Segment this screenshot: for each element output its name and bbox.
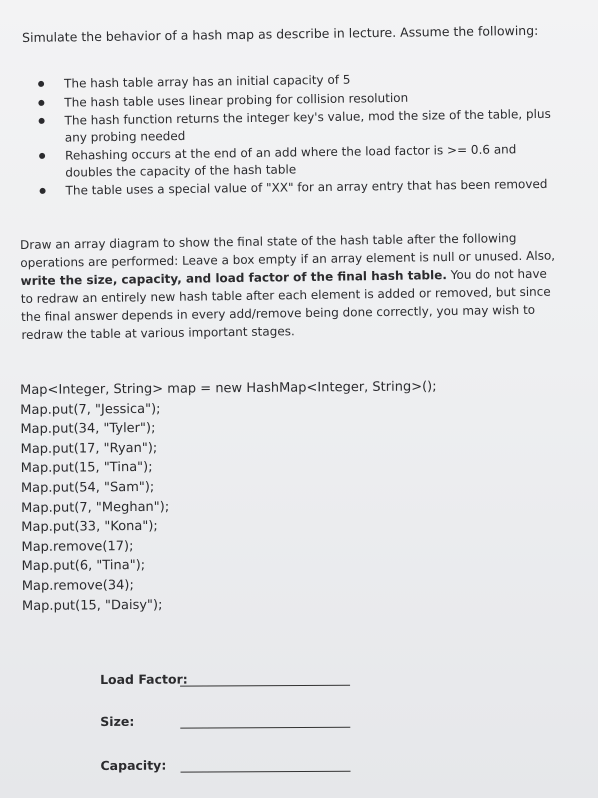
code-line: Map.put(15, "Daisy"); <box>21 597 163 614</box>
bullet-icon <box>40 188 46 194</box>
assumptions-list <box>36 69 558 202</box>
code-line: Map.remove(17); <box>21 538 134 555</box>
answer-section <box>100 670 401 780</box>
bullet-icon <box>38 81 44 87</box>
size-row <box>100 712 400 736</box>
bullet-text: The hash function returns the integer key's value, mod the size of the table, plus any probing needed <box>64 106 551 145</box>
code-line: Map.put(34, "Tyler"); <box>20 421 156 438</box>
code-line: Map.put(7, "Jessica"); <box>20 401 161 418</box>
instructions-text: Draw an array diagram to show the final state of the hash table after the following operations are performed: Leave a box empty if an array element is null or unused. Also, <box>20 231 556 270</box>
bullet-icon <box>39 118 45 124</box>
bullet-text: The table uses a special value of "XX" for an array entry that has been removed <box>65 176 548 198</box>
code-line: Map<Integer, String> map = new HashMap<Integer, String>(); <box>20 379 437 398</box>
bullet-icon <box>39 153 45 159</box>
list-item <box>37 141 557 181</box>
code-line: Map.put(54, "Sam"); <box>20 479 155 496</box>
list-item <box>37 106 557 146</box>
code-line: Map.put(33, "Kona"); <box>21 518 158 536</box>
bullet-text: Rehashing occurs at the end of an add where the load factor is >= 0.6 and doubles the capacity of the hash table <box>65 142 517 180</box>
bullet-icon <box>38 99 44 105</box>
intro-text: Simulate the behavior of a hash map as describe in lecture. Assume the following: <box>22 22 539 45</box>
code-line: Map.put(6, "Tina"); <box>21 558 146 575</box>
code-line: Map.put(15, "Tina"); <box>20 460 153 477</box>
load-factor-label: Load Factor: <box>100 671 188 687</box>
code-block <box>20 377 442 616</box>
code-line: Map.put(7, "Meghan"); <box>21 499 170 516</box>
instructions-bold-text: write the size, capacity, and load factor of the final hash table. <box>20 268 447 288</box>
load-factor-row <box>100 670 400 694</box>
bullet-text: The hash table array has an initial capacity of 5 <box>64 72 351 91</box>
capacity-blank[interactable] <box>181 771 351 773</box>
code-line: Map.put(17, "Ryan"); <box>20 440 158 457</box>
instructions-paragraph <box>20 228 561 344</box>
capacity-label: Capacity: <box>100 757 167 773</box>
size-label: Size: <box>100 713 135 729</box>
load-factor-blank[interactable] <box>180 685 350 687</box>
size-blank[interactable] <box>180 727 350 729</box>
code-line: Map.remove(34); <box>21 577 134 594</box>
capacity-row <box>100 756 400 780</box>
bullet-text: The hash table uses linear probing for collision resolution <box>64 90 409 110</box>
instructions-text-continued: You do not have to redraw an entirely new hash table after each element is added or removed, but since the final answer depends in every add/remove being done correctly, you may wish to redraw the table at various important stages. <box>20 266 551 342</box>
